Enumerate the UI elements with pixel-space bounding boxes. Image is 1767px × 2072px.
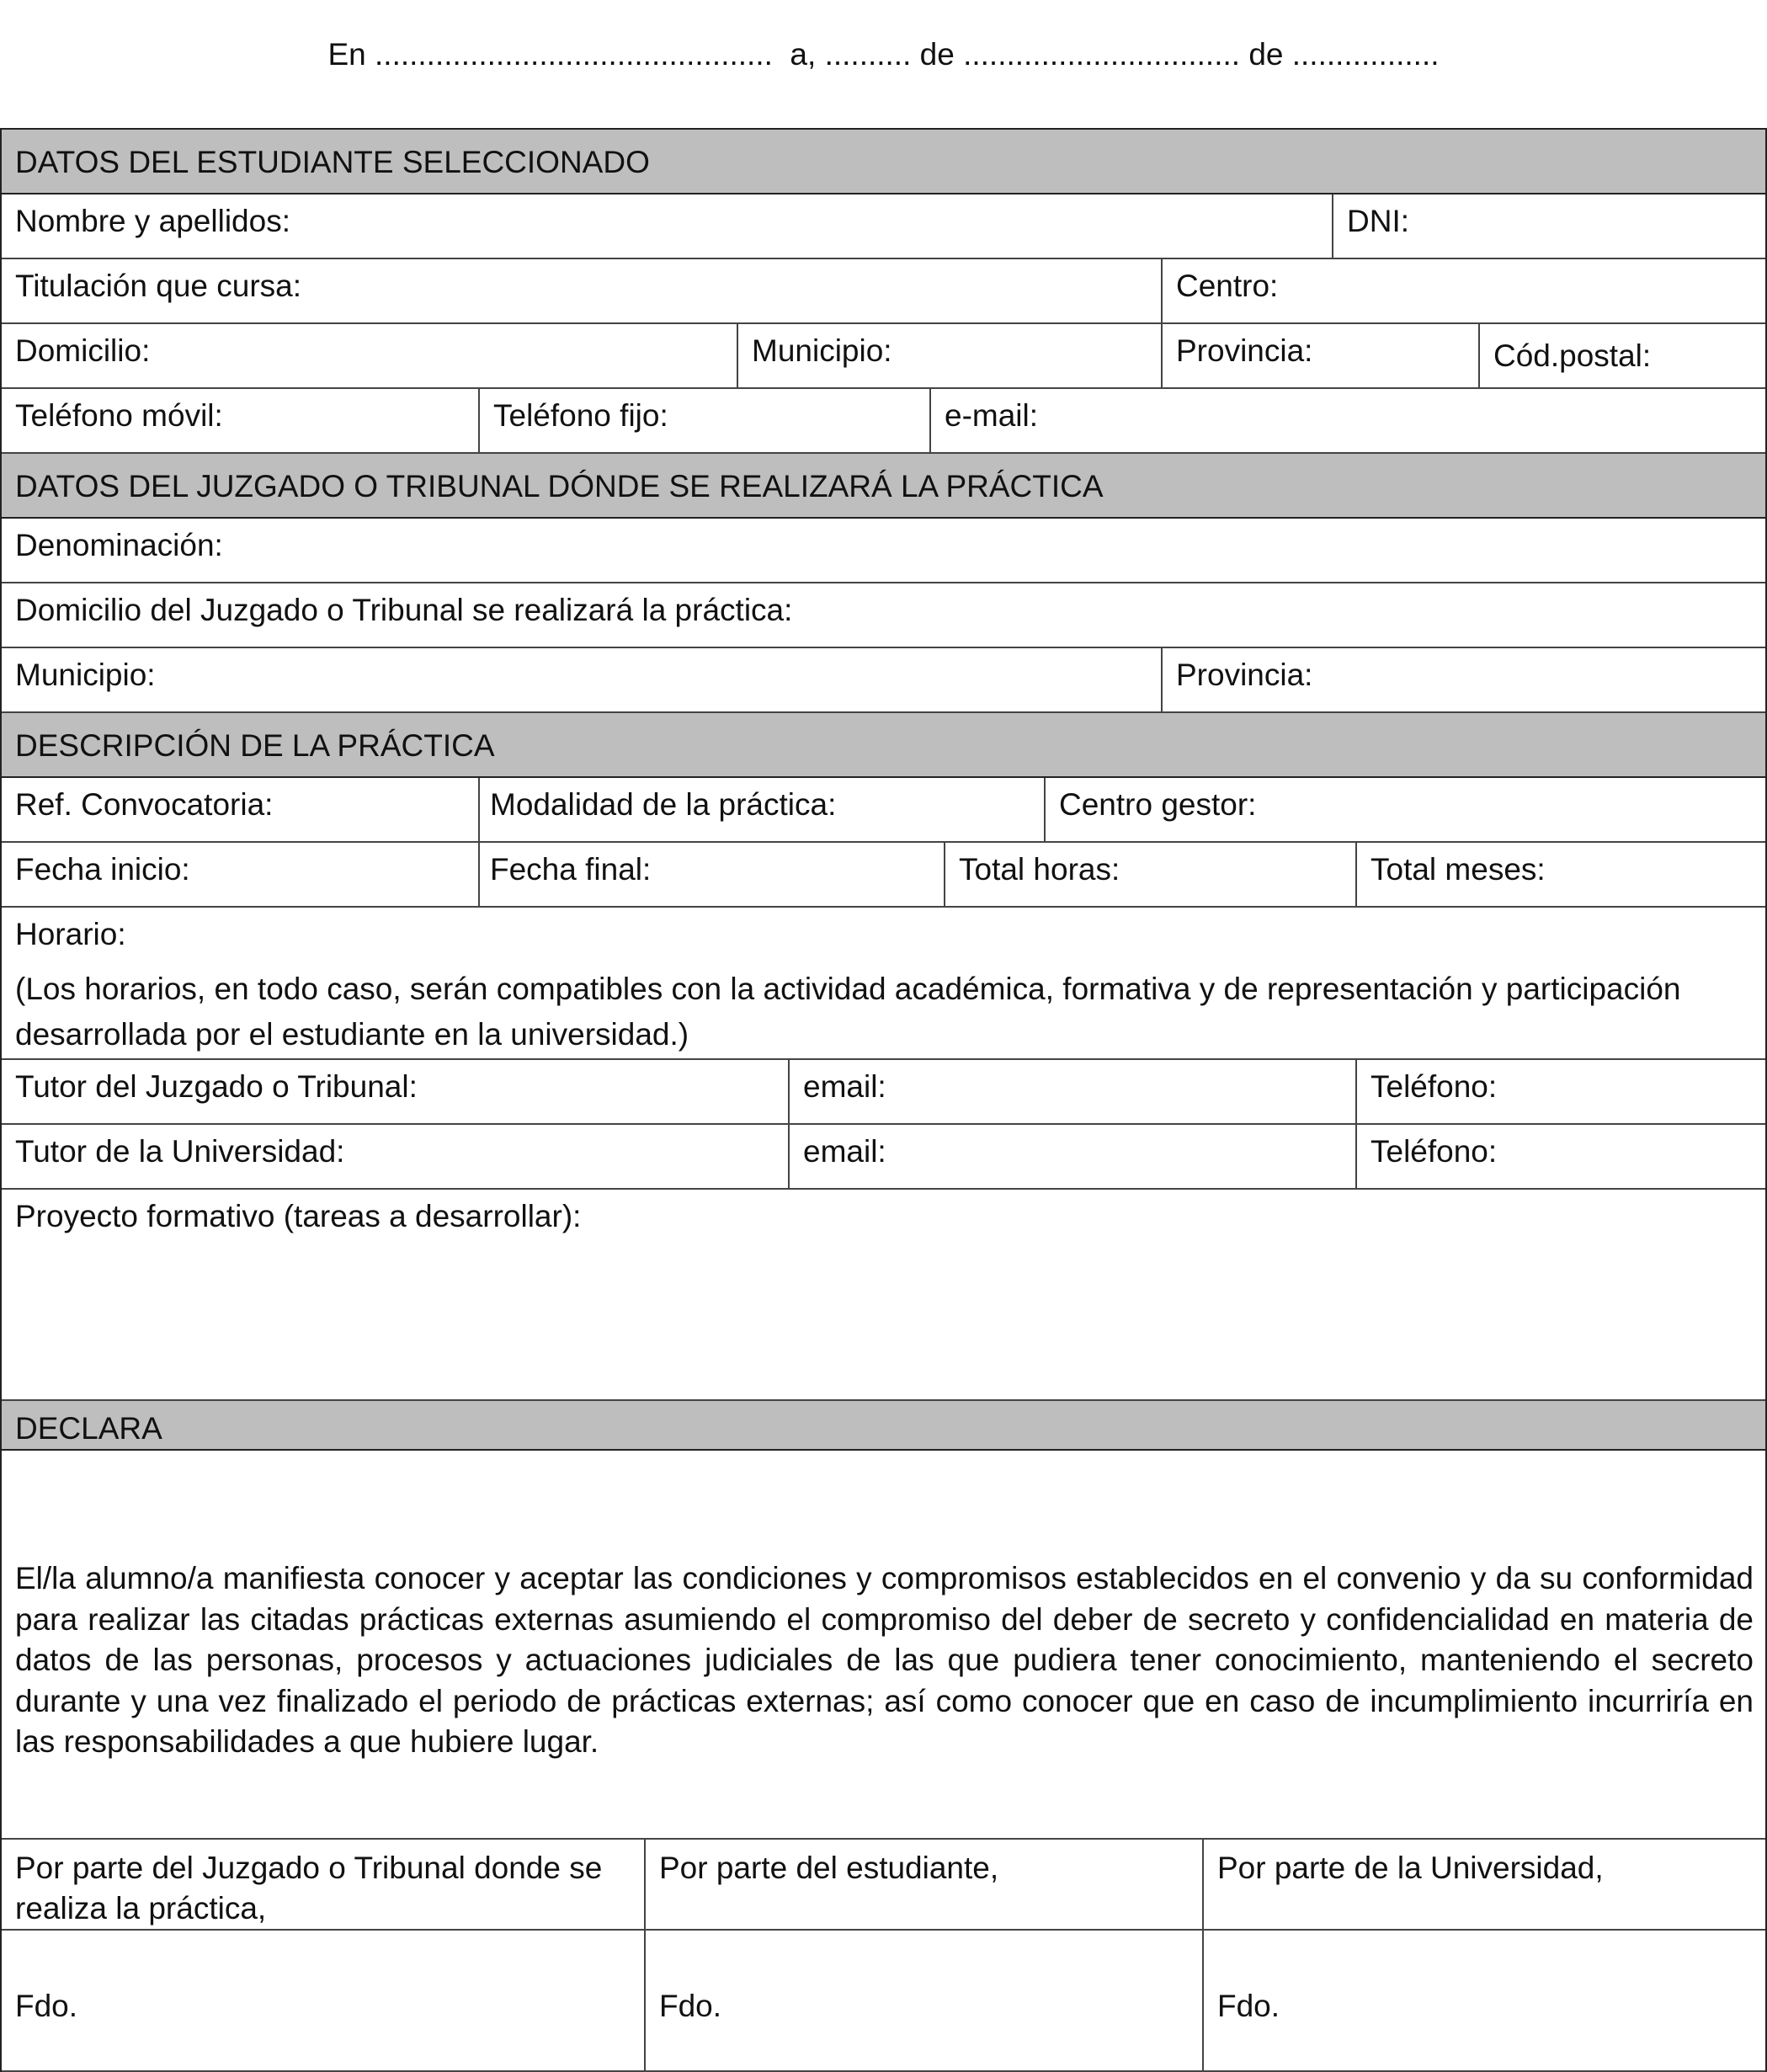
court-municipality-field[interactable]: Municipio:	[2, 648, 1163, 711]
court-row-name	[2, 519, 1765, 583]
student-section-header	[2, 130, 1765, 194]
start-date-field[interactable]: Fecha inicio:	[2, 843, 480, 906]
signature-university-field[interactable]: Fdo.	[1217, 1989, 1280, 2023]
student-email-field[interactable]: e-mail:	[945, 398, 1039, 433]
practice-row-ref	[2, 778, 1765, 843]
student-row-contact	[2, 389, 1765, 454]
practice-row-schedule	[2, 908, 1765, 1060]
practice-row-uni-tutor	[2, 1125, 1765, 1190]
student-dni-field[interactable]: DNI:	[1347, 204, 1409, 238]
uni-tutor-phone-field[interactable]: Teléfono:	[1370, 1134, 1498, 1169]
uni-tutor-email-field[interactable]: email:	[790, 1125, 1357, 1188]
managing-center-field[interactable]: Centro gestor:	[1059, 787, 1257, 822]
schedule-note: (Los horarios, en todo caso, serán compatibles con la actividad académica, formativa y de representación y participación desarrollada por el estudiante en la universidad.)	[15, 972, 1681, 1052]
student-mobile-field[interactable]: Teléfono móvil:	[2, 389, 480, 452]
court-tutor-email-field[interactable]: email:	[790, 1060, 1357, 1123]
student-row-address	[2, 324, 1765, 389]
total-hours-field[interactable]: Total horas:	[945, 843, 1357, 906]
schedule-label: Horario:	[15, 917, 126, 951]
student-landline-field[interactable]: Teléfono fijo:	[480, 389, 931, 452]
signature-labels-row	[2, 1840, 1765, 1931]
court-address-field[interactable]: Domicilio del Juzgado o Tribunal se realizará la práctica:	[15, 593, 793, 627]
declaration-section-title: DECLARA	[15, 1411, 162, 1446]
practice-row-dates	[2, 843, 1765, 908]
modality-field[interactable]: Modalidad de la práctica:	[480, 778, 1046, 841]
practice-section-title: DESCRIPCIÓN DE LA PRÁCTICA	[15, 728, 495, 763]
student-section-title: DATOS DEL ESTUDIANTE SELECCIONADO	[15, 145, 650, 179]
signature-student-field[interactable]: Fdo.	[646, 1931, 1204, 2070]
end-date-field[interactable]: Fecha final:	[480, 843, 945, 906]
practice-row-project	[2, 1190, 1765, 1401]
student-province-field[interactable]: Provincia:	[1163, 324, 1480, 387]
declaration-section-header	[2, 1401, 1765, 1451]
student-center-field[interactable]: Centro:	[1176, 269, 1279, 303]
project-field[interactable]: Proyecto formativo (tareas a desarrollar):	[15, 1199, 582, 1233]
signature-university-label: Por parte de la Universidad,	[1217, 1851, 1604, 1885]
student-row-degree	[2, 259, 1765, 324]
student-address-field[interactable]: Domicilio:	[2, 324, 738, 387]
declaration-text: El/la alumno/a manifiesta conocer y aceptar las condiciones y compromisos establecidos en el convenio y da su conformidad para realizar las citadas prácticas externas asumiendo el compromiso del deber de secreto y confidencialidad en materia de datos de las personas, procesos y actuaciones judiciales de las que pudiera tener conocimiento, manteniendo el secreto durante y una vez finalizado el periodo de prácticas externas; así como conocer que en caso de incumplimiento incurriría en las responsabilidades a que hubiere lugar.	[15, 1561, 1754, 1759]
practice-row-court-tutor	[2, 1060, 1765, 1125]
schedule-field[interactable]	[2, 908, 1765, 1058]
signature-student-label: Por parte del estudiante,	[646, 1840, 1204, 1929]
student-name-field[interactable]: Nombre y apellidos:	[2, 194, 1333, 258]
court-tutor-field[interactable]: Tutor del Juzgado o Tribunal:	[2, 1060, 790, 1123]
student-postal-code-field[interactable]: Cód.postal:	[1493, 338, 1652, 373]
practice-form	[0, 128, 1767, 2072]
court-tutor-phone-field[interactable]: Teléfono:	[1370, 1069, 1498, 1104]
court-row-address	[2, 583, 1765, 648]
declaration-body	[2, 1451, 1765, 1840]
student-row-name	[2, 194, 1765, 259]
place-date-line: En .............................................. a, .......... de ................................ de .................	[327, 37, 1440, 72]
court-section-header	[2, 454, 1765, 519]
signature-court-label: Por parte del Juzgado o Tribunal donde se realiza la práctica,	[2, 1840, 646, 1929]
call-ref-field[interactable]: Ref. Convocatoria:	[2, 778, 480, 841]
practice-section-header	[2, 713, 1765, 778]
court-section-title: DATOS DEL JUZGADO O TRIBUNAL DÓNDE SE REALIZARÁ LA PRÁCTICA	[15, 469, 1104, 503]
signature-court-field[interactable]: Fdo.	[2, 1931, 646, 2070]
total-months-field[interactable]: Total meses:	[1370, 852, 1546, 887]
court-row-location	[2, 648, 1765, 713]
uni-tutor-field[interactable]: Tutor de la Universidad:	[2, 1125, 790, 1188]
student-degree-field[interactable]: Titulación que cursa:	[2, 259, 1163, 322]
court-name-field[interactable]: Denominación:	[15, 528, 223, 562]
court-province-field[interactable]: Provincia:	[1176, 658, 1313, 692]
student-municipality-field[interactable]: Municipio:	[738, 324, 1163, 387]
signature-fields-row	[2, 1931, 1765, 2072]
